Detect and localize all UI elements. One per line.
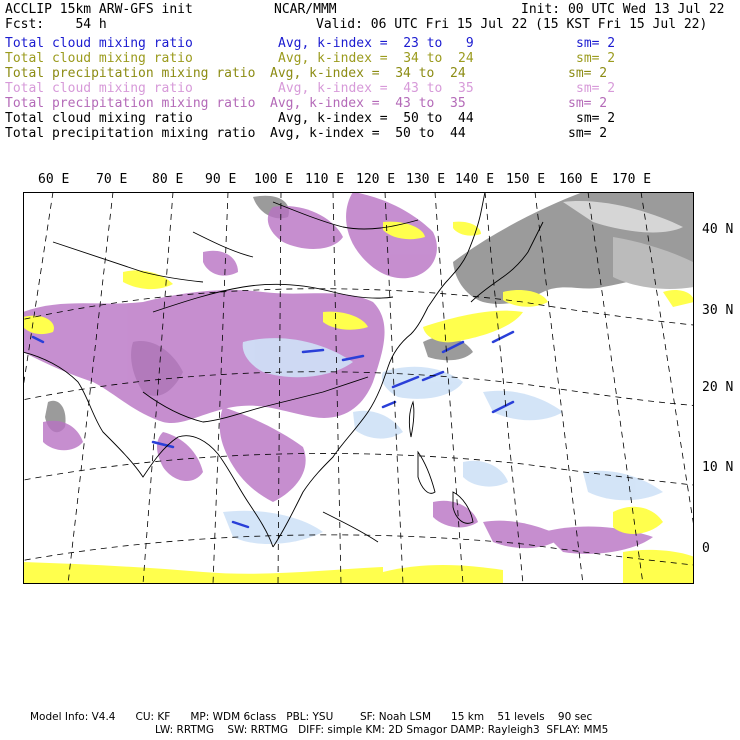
field-sm: sm= 2: [568, 126, 608, 141]
field-range: Avg, k-index = 43 to 35: [278, 81, 474, 96]
field-name: Total cloud mixing ratio: [5, 36, 193, 51]
field-sm: sm= 2: [576, 111, 616, 126]
lat-label: 20 N: [702, 380, 734, 395]
lon-label: 140 E: [455, 172, 495, 187]
init-time: Init: 00 UTC Wed 13 Jul 22: [521, 2, 725, 17]
field-sm: sm= 2: [576, 81, 616, 96]
field-range: Avg, k-index = 34 to 24: [270, 66, 466, 81]
lon-label: 150 E: [506, 172, 546, 187]
field-range: Avg, k-index = 50 to 44: [278, 111, 474, 126]
field-range: Avg, k-index = 23 to 9: [278, 36, 474, 51]
model-title: ACCLIP 15km ARW-GFS init: [5, 2, 193, 17]
forecast-map: [23, 192, 694, 584]
footer-physics-info: LW: RRTMG SW: RRTMG DIFF: simple KM: 2D Smagor DAMP: Rayleigh3 SFLAY: MM5: [155, 724, 609, 736]
lon-label: 100 E: [254, 172, 294, 187]
lon-label: 60 E: [38, 172, 70, 187]
field-name: Total cloud mixing ratio: [5, 51, 193, 66]
field-range: Avg, k-index = 50 to 44: [270, 126, 466, 141]
lon-label: 130 E: [406, 172, 446, 187]
lat-label: 0: [702, 541, 710, 556]
field-sm: sm= 2: [568, 66, 608, 81]
lat-label: 40 N: [702, 222, 734, 237]
lat-label: 10 N: [702, 460, 734, 475]
lon-label: 110 E: [305, 172, 345, 187]
field-name: Total precipitation mixing ratio: [5, 126, 256, 141]
field-name: Total precipitation mixing ratio: [5, 96, 256, 111]
lon-label: 80 E: [152, 172, 184, 187]
field-sm: sm= 2: [576, 36, 616, 51]
lon-label: 170 E: [612, 172, 652, 187]
field-range: Avg, k-index = 43 to 35: [270, 96, 466, 111]
field-name: Total precipitation mixing ratio: [5, 66, 256, 81]
footer-model-info: Model Info: V4.4 CU: KF MP: WDM 6class PBL: YSU SF: Noah LSM 15 km 51 levels 90 sec: [30, 711, 593, 723]
lon-label: 160 E: [559, 172, 599, 187]
lat-label: 30 N: [702, 303, 734, 318]
field-range: Avg, k-index = 34 to 24: [278, 51, 474, 66]
field-sm: sm= 2: [576, 51, 616, 66]
lon-label: 90 E: [205, 172, 237, 187]
field-sm: sm= 2: [568, 96, 608, 111]
forecast-hour: Fcst: 54 h: [5, 17, 107, 32]
field-name: Total cloud mixing ratio: [5, 81, 193, 96]
center-name: NCAR/MMM: [274, 2, 337, 17]
lon-label: 70 E: [96, 172, 128, 187]
field-name: Total cloud mixing ratio: [5, 111, 193, 126]
lon-label: 120 E: [356, 172, 396, 187]
valid-time: Valid: 06 UTC Fri 15 Jul 22 (15 KST Fri 15 Jul 22): [316, 17, 708, 32]
